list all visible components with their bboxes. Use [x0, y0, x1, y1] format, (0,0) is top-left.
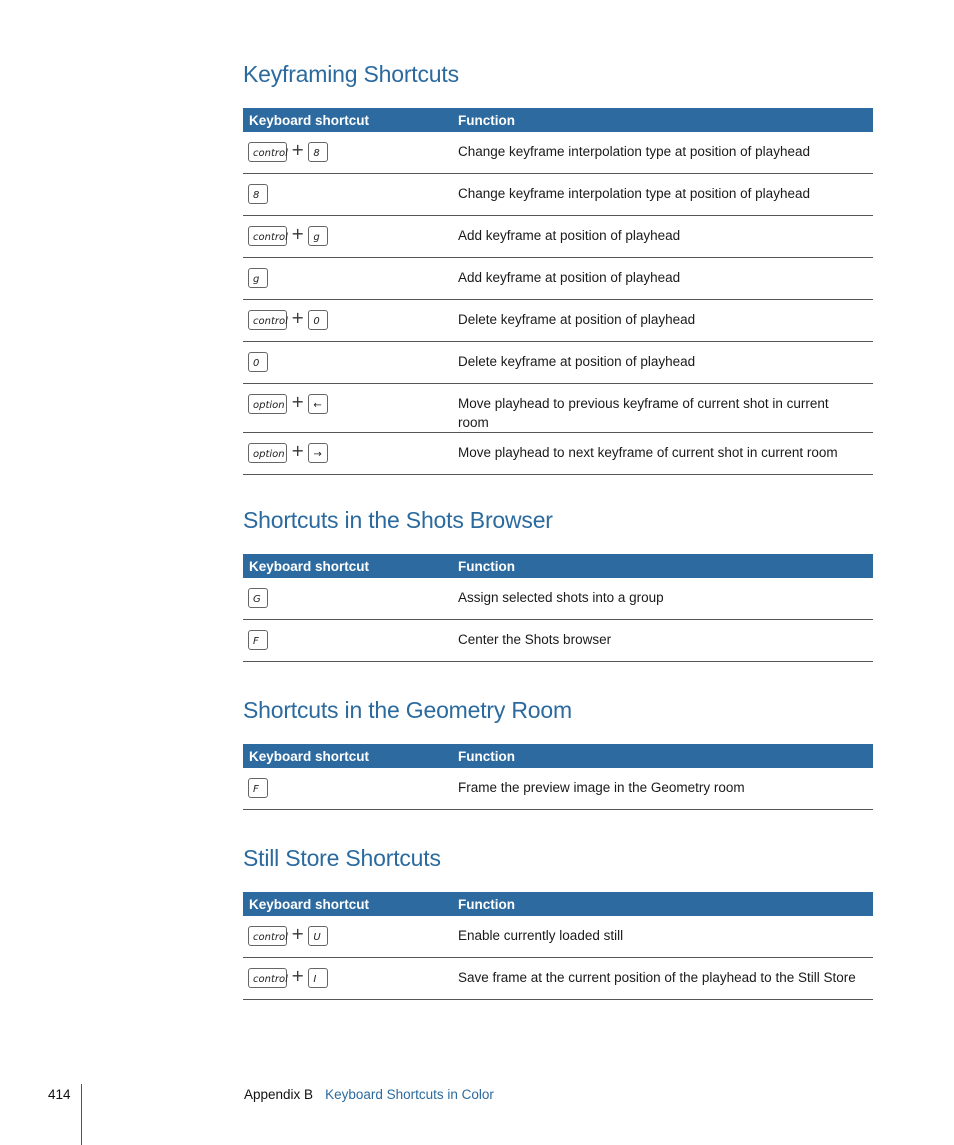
- table-row: [243, 768, 873, 810]
- shortcut-section: [243, 60, 873, 475]
- function-description: Assign selected shots into a group: [449, 578, 873, 620]
- table-row: [243, 578, 873, 620]
- option-key: option: [248, 443, 287, 463]
- shortcut-cell: [243, 958, 449, 1000]
- shortcut-cell: [243, 342, 449, 384]
- shortcut-table: [243, 554, 873, 662]
- key-cap: 0: [248, 352, 268, 372]
- table-header-row: [243, 108, 873, 132]
- control-key: control: [248, 226, 287, 246]
- function-header: Function: [449, 554, 873, 578]
- key-combination: [248, 141, 449, 163]
- table-row: [243, 620, 873, 662]
- shortcut-table: [243, 744, 873, 810]
- key-cap: g: [308, 226, 328, 246]
- section-title: Shortcuts in the Shots Browser: [243, 507, 553, 533]
- plus-sign: +: [291, 966, 305, 985]
- shortcut-cell: [243, 384, 449, 433]
- table-row: [243, 258, 873, 300]
- footer-chapter-title: Keyboard Shortcuts in Color: [325, 1087, 494, 1102]
- shortcut-section: [243, 844, 873, 1000]
- table-row: [243, 433, 873, 475]
- function-description: Save frame at the current position of the playhead to the Still Store: [449, 958, 873, 1000]
- key-combination: [248, 393, 449, 415]
- key-cap: F: [248, 778, 268, 798]
- key-cap: g: [248, 268, 268, 288]
- key-combination: [248, 777, 449, 799]
- table-row: [243, 300, 873, 342]
- function-description: Move playhead to previous keyframe of current shot in current room: [449, 384, 873, 433]
- key-combination: [248, 587, 449, 609]
- table-header-row: [243, 892, 873, 916]
- key-cap: 8: [248, 184, 268, 204]
- keyboard-shortcut-header: Keyboard shortcut: [243, 554, 449, 578]
- keyboard-shortcut-header: Keyboard shortcut: [243, 744, 449, 768]
- footer: [244, 1087, 494, 1102]
- key-combination: [248, 967, 449, 989]
- key-cap: →: [308, 443, 328, 463]
- keyboard-shortcut-header: Keyboard shortcut: [243, 892, 449, 916]
- function-header: Function: [449, 892, 873, 916]
- table-row: [243, 174, 873, 216]
- shortcut-section: [243, 696, 873, 810]
- key-combination: [248, 183, 449, 205]
- key-combination: [248, 925, 449, 947]
- function-description: Delete keyframe at position of playhead: [449, 300, 873, 342]
- function-description: Delete keyframe at position of playhead: [449, 342, 873, 384]
- shortcut-section: [243, 506, 873, 662]
- function-description: Enable currently loaded still: [449, 916, 873, 958]
- key-cap: I: [308, 968, 328, 988]
- key-combination: [248, 267, 449, 289]
- plus-sign: +: [291, 224, 305, 243]
- key-cap: G: [248, 588, 268, 608]
- shortcut-cell: [243, 300, 449, 342]
- function-description: Change keyframe interpolation type at position of playhead: [449, 132, 873, 174]
- table-row: [243, 216, 873, 258]
- section-title: Shortcuts in the Geometry Room: [243, 697, 572, 723]
- key-cap: U: [308, 926, 328, 946]
- key-cap: F: [248, 630, 268, 650]
- control-key: control: [248, 142, 287, 162]
- table-header-row: [243, 554, 873, 578]
- function-description: Add keyframe at position of playhead: [449, 258, 873, 300]
- key-combination: [248, 309, 449, 331]
- key-combination: [248, 225, 449, 247]
- page-number: 414: [48, 1087, 71, 1102]
- footer-appendix-label: Appendix B: [244, 1087, 314, 1102]
- table-row: [243, 384, 873, 433]
- shortcut-cell: [243, 132, 449, 174]
- key-cap: 8: [308, 142, 328, 162]
- plus-sign: +: [291, 392, 305, 411]
- key-cap: 0: [308, 310, 328, 330]
- plus-sign: +: [291, 924, 305, 943]
- table-header-row: [243, 744, 873, 768]
- key-combination: [248, 442, 449, 464]
- shortcut-cell: [243, 620, 449, 662]
- shortcut-cell: [243, 768, 449, 810]
- function-description: Center the Shots browser: [449, 620, 873, 662]
- control-key: control: [248, 310, 287, 330]
- shortcut-cell: [243, 433, 449, 475]
- footer-divider: [81, 1084, 82, 1145]
- shortcut-cell: [243, 216, 449, 258]
- key-combination: [248, 629, 449, 651]
- shortcut-cell: [243, 578, 449, 620]
- table-row: [243, 342, 873, 384]
- shortcut-table: [243, 892, 873, 1000]
- plus-sign: +: [291, 140, 305, 159]
- table-row: [243, 132, 873, 174]
- key-combination: [248, 351, 449, 373]
- shortcut-table: [243, 108, 873, 475]
- function-description: Frame the preview image in the Geometry room: [449, 768, 873, 810]
- plus-sign: +: [291, 308, 305, 327]
- plus-sign: +: [291, 441, 305, 460]
- table-row: [243, 958, 873, 1000]
- option-key: option: [248, 394, 287, 414]
- table-row: [243, 916, 873, 958]
- shortcut-cell: [243, 916, 449, 958]
- control-key: control: [248, 968, 287, 988]
- function-header: Function: [449, 744, 873, 768]
- control-key: control: [248, 926, 287, 946]
- shortcut-cell: [243, 258, 449, 300]
- function-description: Change keyframe interpolation type at position of playhead: [449, 174, 873, 216]
- function-header: Function: [449, 108, 873, 132]
- key-cap: ←: [308, 394, 328, 414]
- section-title: Still Store Shortcuts: [243, 845, 441, 871]
- function-description: Move playhead to next keyframe of current shot in current room: [449, 433, 873, 475]
- section-title: Keyframing Shortcuts: [243, 61, 459, 87]
- keyboard-shortcut-header: Keyboard shortcut: [243, 108, 449, 132]
- function-description: Add keyframe at position of playhead: [449, 216, 873, 258]
- shortcut-cell: [243, 174, 449, 216]
